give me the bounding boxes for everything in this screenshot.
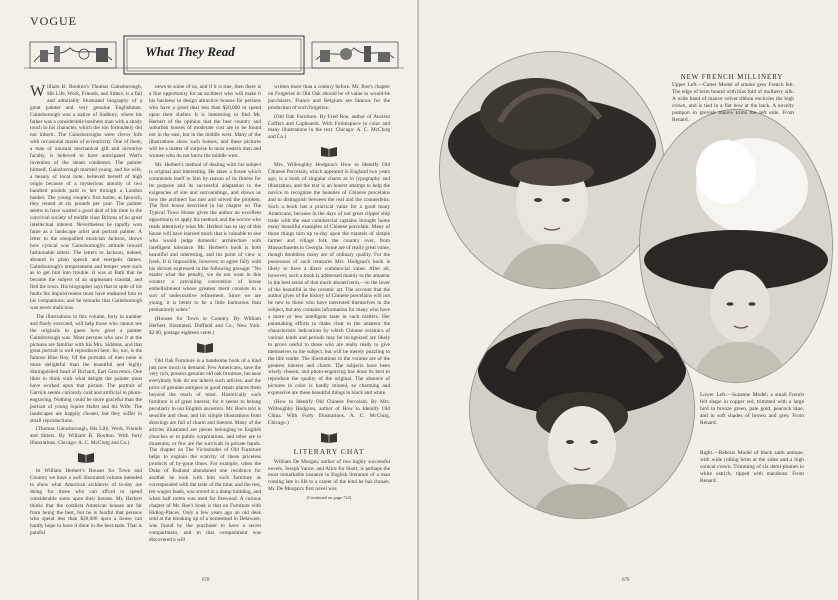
caption-right: Right.—Reboux Model of black satin antique, with wide rolling brim at the sides and a high conical crown. Trimming of six demi-plumes in white ostrich, tipped with marabout. From Renard. bbox=[700, 450, 804, 484]
gainsborough-review-paragraph bbox=[30, 84, 142, 312]
old-oak-continued-paragraph: written more than a century before. Mr. Roe's chapter on Forgeries in Old Oak should be of value to would-be purchasers. France and Belgium are famous for the production of such forgeries. bbox=[268, 84, 390, 111]
porcelain-citation: (How to Identify Old Chinese Porcelain. By Mrs. Willoughby Hodgson, author of How to Identify Old China. With Forty Illustrations. A. C. McClurg, Chicago.) bbox=[268, 399, 390, 426]
text-column-1 bbox=[30, 84, 142, 539]
herbert-continued-paragraph: news to some of us, and if it is true, then there is a fine opportunity for an architect who will make it his business to design attractive houses for persons who have a good deal less than $20,000 to spend upon their shelter. It is interesting to find Mr. Herbert of the opinion that the best country and suburban houses of moderate cost are to be found not in the east, but in the middle west. Many of the illustrations show such houses, and these pictures will be a matter of surprise to most eastern men and women who do not know the middle west. bbox=[149, 84, 261, 160]
herbert-review-paragraph: In William Herbert's Houses for Town and Country we have a well illustrated volume intended to show what American architects of to-day are doing for those who can afford to spend considerable sums upon their houses. Mr. Herbert thinks that the costliest American houses are far from being the best, but he is fearful that persons who spend less than $20,000 upon a house can hardly hope to have it done in the best taste. That is painful bbox=[30, 468, 142, 537]
magazine-title: VOGUE bbox=[30, 14, 77, 28]
open-book-icon bbox=[320, 431, 338, 443]
dropcap-w: W bbox=[30, 83, 46, 100]
paragraph-text: illiam B. Boulton's Thomas Gainsborough, His Life, Work, Friends, and Sitters, is a full and admirably illustrated biography of a great painter and very genuine Englishman. Gainsborough was a native of Sudbury, where his father was a considerable business man with a shady touch to his character, which the son fortunately did not inherit. The Gainsboroughs were clever folk with occasional marks of eccentricity. One of them, a man of unusual mechanical gift and inventive faculty, is believed to have anticipated Watt's invention of the steam condenser. The painter himself, Gainsborough married young, and his wife, a beauty of local note, believed herself of high origin because of a mysterious annuity of two hundred pounds paid to her through a London banker. The young couple's first home, at Ipswich, they rented at six pounds per year. The painter seems to have wasted a good deal of his time in the convivial society of middle class Britons of no great intellectual interest. Nevertheless he rapidly won fame as a landscape artist and portrait painter. A letter to the unequalled musician Jackson, shows how cynical was Gainsborough's attitude toward fashionable sitters. The letters to Jackson, indeed, abound in plain speech and energetic dames. Gainsborough's temperament and temper were such as to get him into trouble. It was at Bath that he became the subject of an unpleasant scandal, and fled the town. His biographer says that in spite of his faults his impulsiveness must have endeared him to his companions, and he remarks that Gainsborough was never malicious. bbox=[30, 84, 142, 311]
herbert-citation: (Houses for Town or Country. By William Herbert. Illustrated. Duffield and Co., New York. $2.00, postage eighteen cents.) bbox=[149, 315, 261, 336]
woman-bird-hat-icon bbox=[470, 300, 694, 518]
de-morgan-paragraph: William De Morgan, author of two highly successful novels, Joseph Vance, and Alice for Short, is perhaps the most remarkable instance in English literature of a man coming late in life to a career of the kind he has chosen. Mr. De Morgan's first novel was bbox=[268, 458, 390, 493]
woman-wide-hat-icon bbox=[440, 52, 664, 288]
text-column-3 bbox=[268, 84, 390, 502]
gainsborough-citation: (Thomas Gainsborough, His Life, Work, Friends and Sitters. By William B. Boulton. With forty Illustrations. Chicago: A. C. McClurg and Co.) bbox=[30, 426, 142, 447]
banner-title: What They Read bbox=[145, 44, 235, 59]
millinery-title: NEW FRENCH MILLINERY bbox=[680, 74, 784, 81]
open-book-icon bbox=[77, 451, 95, 463]
literary-chat-heading: LITERARY CHAT bbox=[293, 446, 365, 456]
photo-lower-left bbox=[470, 300, 694, 518]
old-oak-citation: (Old Oak Furniture. By Fred Roe, author of Ancient Coffers and Cupboards. With Frontispiece in color and many illustrations in the text. Chicago: A. C. McClurg and Co.) bbox=[268, 113, 390, 141]
page-number-right: 679 bbox=[622, 578, 630, 583]
caption-lower-left: Lower Left.—Suzanne Model; a small French felt shape in copper red, trimmed with a large bird in bronze green, pale gold, peacock blue, and in soft shades of brown and grey. From Renard. bbox=[700, 392, 804, 426]
open-book-icon bbox=[320, 145, 338, 157]
open-book-icon bbox=[196, 341, 214, 353]
continued-note: (Continued on page 722) bbox=[306, 495, 352, 501]
porcelain-review-paragraph: Mrs. Willoughby Hodgson's How to Identify Old Chinese Porcelain, which appeared in England two years ago, is a book of singular charm as to typography and illustration, and the text is an honest attempt to help the novice to recognize the beauties of Chinese porcelains and to distinguish between the real and the counterfeits. Such a book has a practical value for a good many Americans, because in the days of our great clipper ship trade with the east commercial captains brought home many beautiful examples of Chinese porcelain. Many of those things turn up to-day upon the mantels of simple farmer and village folk the country over, from Massachusetts to Georgia. Some are of really great value, though doubtless many are of ordinary quality. For the possessors of such treasures Mrs. Hodgson's book is likely to have a direct commercial value. After all, however, such a book is addressed mainly to the amateur in the best sense of that much abused term,—to the lover of the beautiful in the ceramic art. The account that the author gives of the history of Chinese porcelains will not be new to those who have interested themselves in the subject, but any contains information for many who have a more or less intelligent taste in such matters. Her painstaking efforts to make clear to the amateur the characteristic indications by which Chinese ceramics of various kinds and periods may be recognized are likely to prove useful to those who are really ready to give themselves to the subject, but will be merely puzzling to the idle reader. The illustrations to the volume are of the greatest interest and charm. The subjects have been wisely chosen, and photo-engraving has done its best to reproduce the quality of the original. The absence of pictures in color is hardly missed, so charming and expressive are these beautiful things in black and white. bbox=[268, 162, 390, 397]
page-number-left: 678 bbox=[202, 578, 210, 583]
herbert-method-paragraph: Mr. Herbert's method of dealing with his subject is original and interesting. He takes a house which commends itself to him by reason of its fitness for its purpose and its successful adaptation to the exigencies of site and surroundings, and shows us how the architect has met and solved the problem. The first house described in his chapter on The Typical Town House gives the author an excellent opportunity to apply his method, and the novice who reads attentively what Mr. Herbert has to say of this house will have learned much that is valuable to one who would judge domestic architecture with intelligent tolerance. Mr. Herbert's book is both beautiful and interesting, and his point of view is fresh. It is impossible, however, to agree fully with his dictum expressed in the following passage: "No matter what the penalty, we do not want in this country a prevailing convention of house embellishment whose greatest merit consists in a sort of undecorative refinement. Since we are young, it is better to be a little barbarous than prematurely sober." bbox=[149, 161, 261, 313]
caption-upper-left: Upper Left.—Cutter Model of smoke grey French felt. The edge of brim bound with bias fold of mulberry silk. A wide band of mauve velvet ribbon encircles the high crown, and is tied in a flat bow at the back. A novelty pompon in greyish mauve trims the left side. From Renard. bbox=[672, 82, 794, 123]
gainsborough-illustrations-paragraph: The illustrations to this volume, forty in number and finely executed, will help those who cannot see the originals to guess how great a painter Gainsborough was. Most persons who saw it at the pictures are familiar with his Mrs. Siddons, and that great portrait is well reproduced here. So, too, is the famous Blue Boy. Of the portraits of men none is more delightful than the beautiful and highly distinguished head of Richard, Earl Grosvenor. One likes to think with what delight the painter must have worked upon that picture. The portrait of Garrick seems curiously cold and artificial in photo-engraving. Nothing could be more graceful than the portrait of young Squire Hallet and his Wife. The landscapes are happily chosen, but they suffer in small reproductions. bbox=[30, 313, 142, 424]
photo-upper-left bbox=[440, 52, 664, 288]
old-oak-review-paragraph: Old Oak Furniture is a handsome book of a kind just now much in demand. Few Americans, save the very rich, possess genuine old oak furniture, because everybody folk do not inherit such articles, and the price of genuine antiques in good repair places them beyond the reach of most. Historically such furniture is of great interest, for it seems to belong peculiarly to our English ancestors. Mr. Roe's text is sensible and clear, and his simple illustrations from drawings are full of charm and interest. Many of the articles illustrated are pieces belonging to English churches or to public corporations, and other are in museums, or few are the survivals in private hands. The chapter on The Vicissitudes of Old Furniture helps to explain the scarcity of these priceless products of by-gone times. For example, when the Duke of Rutland abandoned one residence for another he took with him such furniture as corresponded with the taste of the time, and the rest, ten wagon loads, was stored in a damp building, and when half rotten was used for firewood. A curious chapter of Mr. Roe's book is that on Furniture with Hiding-Places. Only a few years ago an old desk sold at the breaking up of a homestead in Delaware, was found by the purchaser to have a secret compartment, and in that compartment was discovered a will bbox=[149, 357, 261, 544]
text-column-2 bbox=[149, 84, 261, 546]
